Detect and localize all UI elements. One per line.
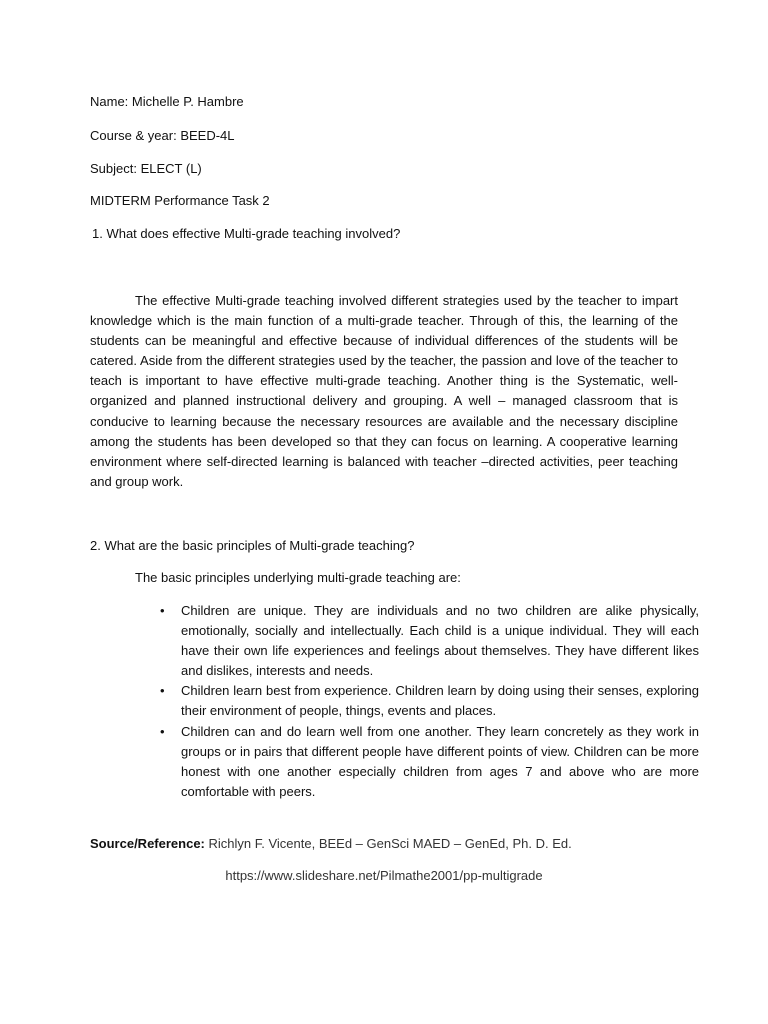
- bullet-icon: •: [160, 603, 165, 618]
- answer-1-paragraph: The effective Multi-grade teaching involved different strategies used by the teacher to impart knowledge which is the main function of a multi-grade teacher. Through of this, the learning of the students can be meaningful and effective because of individual differences of the students will be catered. Aside from the different strategies used by the teacher, the passion and love of the teacher to teach is important to have effective multi-grade teaching. Another thing is the Systematic, well-organized and planned instructional delivery and grouping. A well – managed classroom that is conducive to learning because the necessary resources are available and the necessary discipline among the students has been developed so that they can focus on learning. A cooperative learning environment where self-directed learning is balanced with teacher –directed activities, peer teaching and group work.: [90, 293, 678, 489]
- list-item: [160, 681, 699, 721]
- principles-list: [160, 601, 699, 802]
- source-reference: [90, 835, 572, 853]
- bullet-icon: •: [160, 723, 165, 739]
- list-item-text: Children can and do learn well from one another. They learn concretely as they work in groups or in pairs that different people have different points of view. Children can be more honest with one another especially children from ages 7 and above who are more comfortable with peers.: [181, 723, 699, 799]
- question-1: 1. What does effective Multi-grade teaching involved?: [92, 226, 401, 241]
- question-2: 2. What are the basic principles of Multi-grade teaching?: [90, 538, 415, 553]
- task-title: MIDTERM Performance Task 2: [90, 193, 270, 208]
- source-label: Source/Reference:: [90, 836, 205, 851]
- subject: Subject: ELECT (L): [90, 161, 202, 176]
- bullet-icon: •: [160, 683, 165, 699]
- principles-intro: The basic principles underlying multi-grade teaching are:: [135, 570, 461, 585]
- reference-url: https://www.slideshare.net/Pilmathe2001/pp-multigrade: [225, 868, 543, 883]
- course-year: Course & year: BEED-4L: [90, 128, 235, 143]
- student-name: Name: Michelle P. Hambre: [90, 94, 244, 109]
- list-item-text: Children learn best from experience. Children learn by doing using their senses, exploring their environment of people, things, events and places.: [181, 683, 699, 719]
- source-author: Richlyn F. Vicente, BEEd – GenSci MAED – GenEd, Ph. D. Ed.: [208, 836, 572, 851]
- list-item: [160, 722, 699, 802]
- list-item: [160, 601, 699, 681]
- list-item-text: Children are unique. They are individuals and no two children are alike physically, emotionally, socially and intellectually. Each child is a unique individual. They will each have their own life experiences and feelings about themselves. They have different likes and dislikes, interests and needs.: [181, 603, 699, 679]
